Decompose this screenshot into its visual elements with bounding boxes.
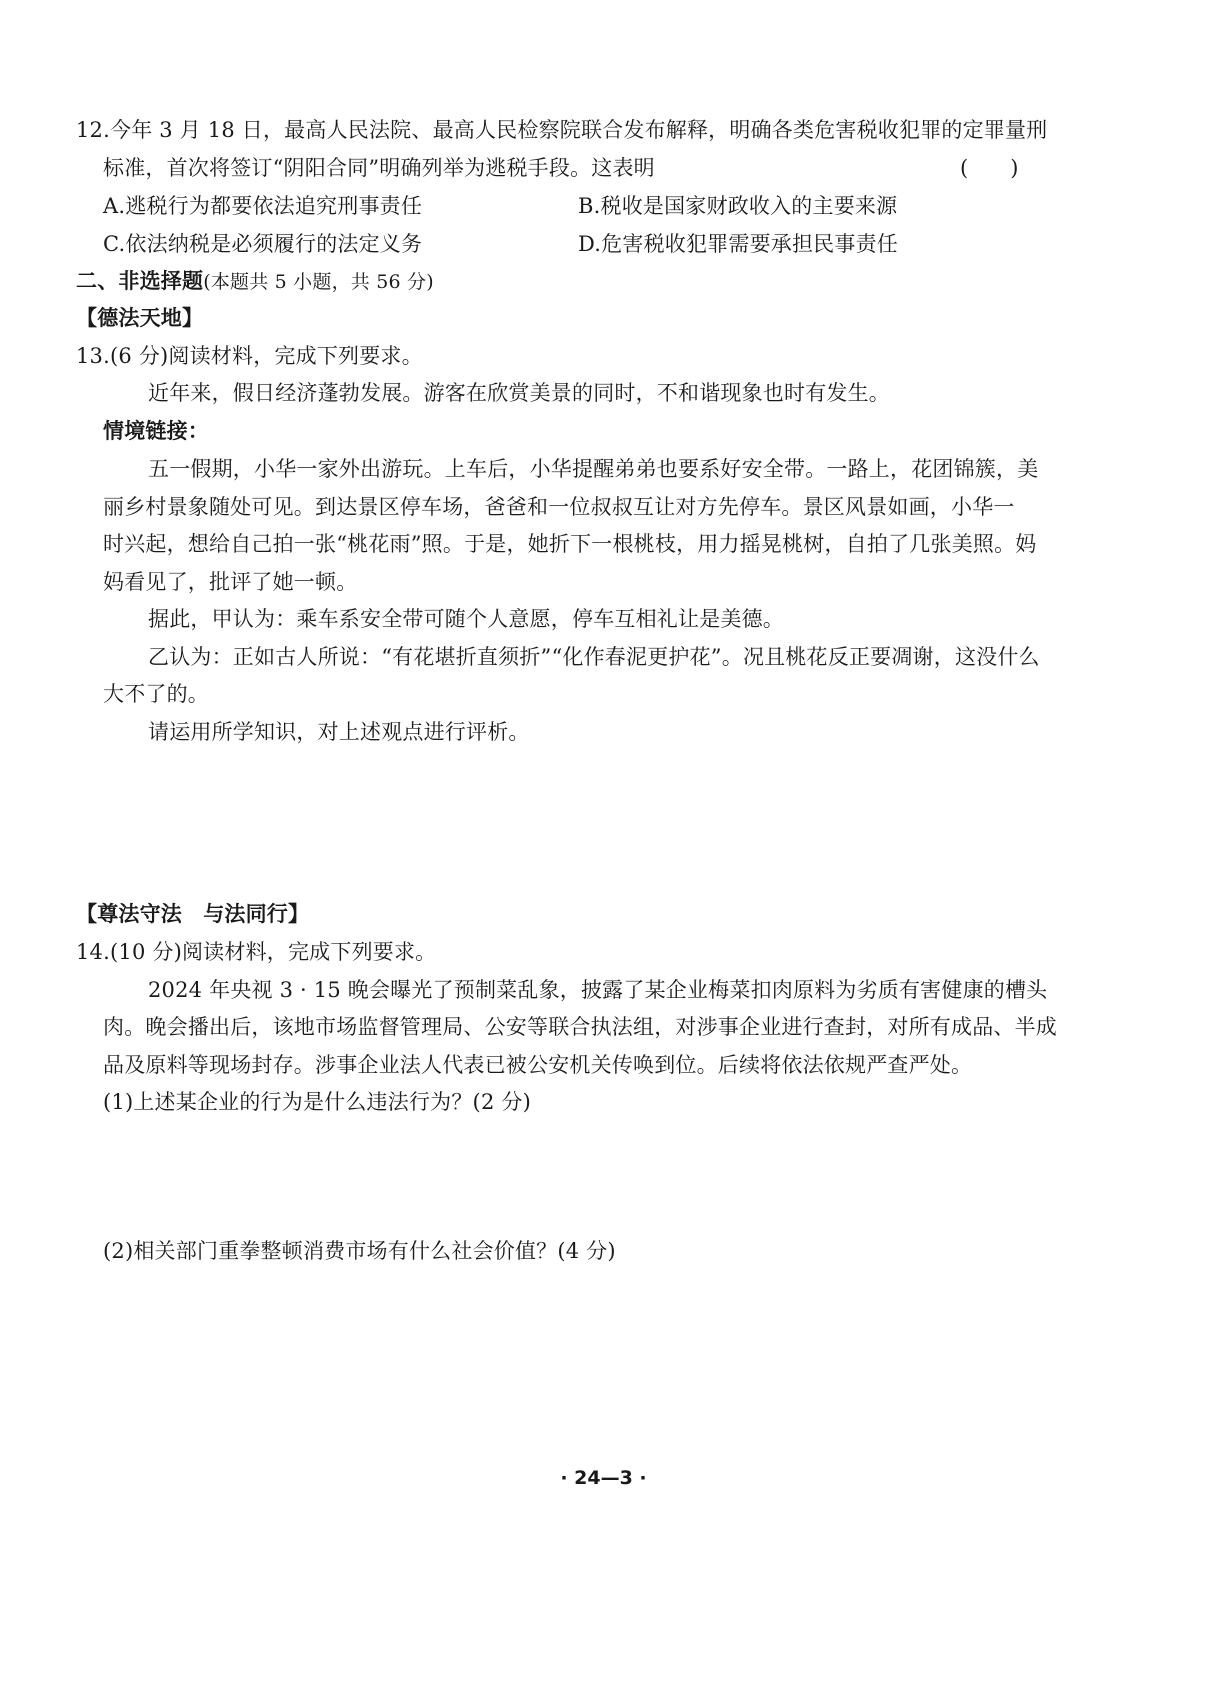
q14-answer-space-1[interactable] bbox=[103, 1125, 1033, 1225]
q13-context-label: 情境链接： bbox=[103, 419, 209, 443]
q14-subquestion-1: (1)上述某企业的行为是什么违法行为？(2 分) bbox=[103, 1090, 531, 1114]
section-heading bbox=[76, 268, 434, 295]
q13-story-line-1: 五一假期，小华一家外出游玩。上车后，小华提醒弟弟也要系好安全带。一路上，花团锦簇，美 bbox=[148, 457, 1039, 481]
q14-material-line-2: 肉。晚会播出后，该地市场监督管理局、公安等联合执法组，对涉事企业进行查封，对所有成品、半成 bbox=[103, 1015, 1057, 1039]
module-heading-1: 【德法天地】 bbox=[76, 306, 204, 330]
q14-answer-space-2[interactable] bbox=[103, 1275, 1033, 1445]
q13-intro: 近年来，假日经济蓬勃发展。游客在欣赏美景的同时，不和谐现象也时有发生。 bbox=[148, 381, 890, 405]
section-note: (本题共 5 小题，共 56 分) bbox=[203, 271, 434, 293]
q13-view-jia: 据此，甲认为：乘车系安全带可随个人意愿，停车互相礼让是美德。 bbox=[148, 607, 784, 631]
q12-option-d[interactable]: D.危害税收犯罪需要承担民事责任 bbox=[578, 232, 898, 256]
q12-option-a[interactable]: A.逃税行为都要依法追究刑事责任 bbox=[103, 194, 423, 218]
q13-view-yi-line-2: 大不了的。 bbox=[103, 682, 209, 706]
q12-option-b[interactable]: B.税收是国家财政收入的主要来源 bbox=[578, 194, 898, 218]
module-heading-2: 【尊法守法 与法同行】 bbox=[76, 902, 310, 926]
q14-stem: 14.(10 分)阅读材料，完成下列要求。 bbox=[76, 940, 437, 964]
q13-answer-space[interactable] bbox=[103, 760, 1033, 890]
q13-story-line-2: 丽乡村景象随处可见。到达景区停车场，爸爸和一位叔叔互让对方先停车。景区风景如画，小华一 bbox=[103, 495, 1015, 519]
page-number: · 24—3 · bbox=[560, 1467, 647, 1489]
q13-story-line-4: 妈看见了，批评了她一顿。 bbox=[103, 570, 358, 594]
q12-stem-line-2: 标准，首次将签订“阴阳合同”明确列举为逃税手段。这表明 bbox=[103, 156, 655, 180]
q13-view-yi-line-1: 乙认为：正如古人所说：“有花堪折直须折”“化作春泥更护花”。况且桃花反正要凋谢，这没什么 bbox=[148, 645, 1040, 669]
q14-material-line-3: 品及原料等现场封存。涉事企业法人代表已被公安机关传唤到位。后续将依法依规严查严处。 bbox=[103, 1053, 973, 1077]
q14-material-line-1: 2024 年央视 3 · 15 晚会曝光了预制菜乱象，披露了某企业梅菜扣肉原料为劣质有害健康的槽头 bbox=[148, 978, 1048, 1002]
q13-stem: 13.(6 分)阅读材料，完成下列要求。 bbox=[76, 344, 423, 368]
section-title: 二、非选择题 bbox=[76, 269, 204, 293]
q12-stem-line-1: 12.今年 3 月 18 日，最高人民法院、最高人民检察院联合发布解释，明确各类危害税收犯罪的定罪量刑 bbox=[76, 118, 1048, 142]
q12-option-c[interactable]: C.依法纳税是必须履行的法定义务 bbox=[103, 232, 423, 256]
q13-task: 请运用所学知识，对上述观点进行评析。 bbox=[148, 720, 530, 744]
q13-story-line-3: 时兴起，想给自己拍一张“桃花雨”照。于是，她折下一根桃枝，用力摇晃桃树，自拍了几张美照。妈 bbox=[103, 532, 1037, 556]
q14-subquestion-2: (2)相关部门重拳整顿消费市场有什么社会价值？(4 分) bbox=[103, 1239, 616, 1263]
q12-answer-blank[interactable]: ( ) bbox=[960, 156, 1019, 180]
